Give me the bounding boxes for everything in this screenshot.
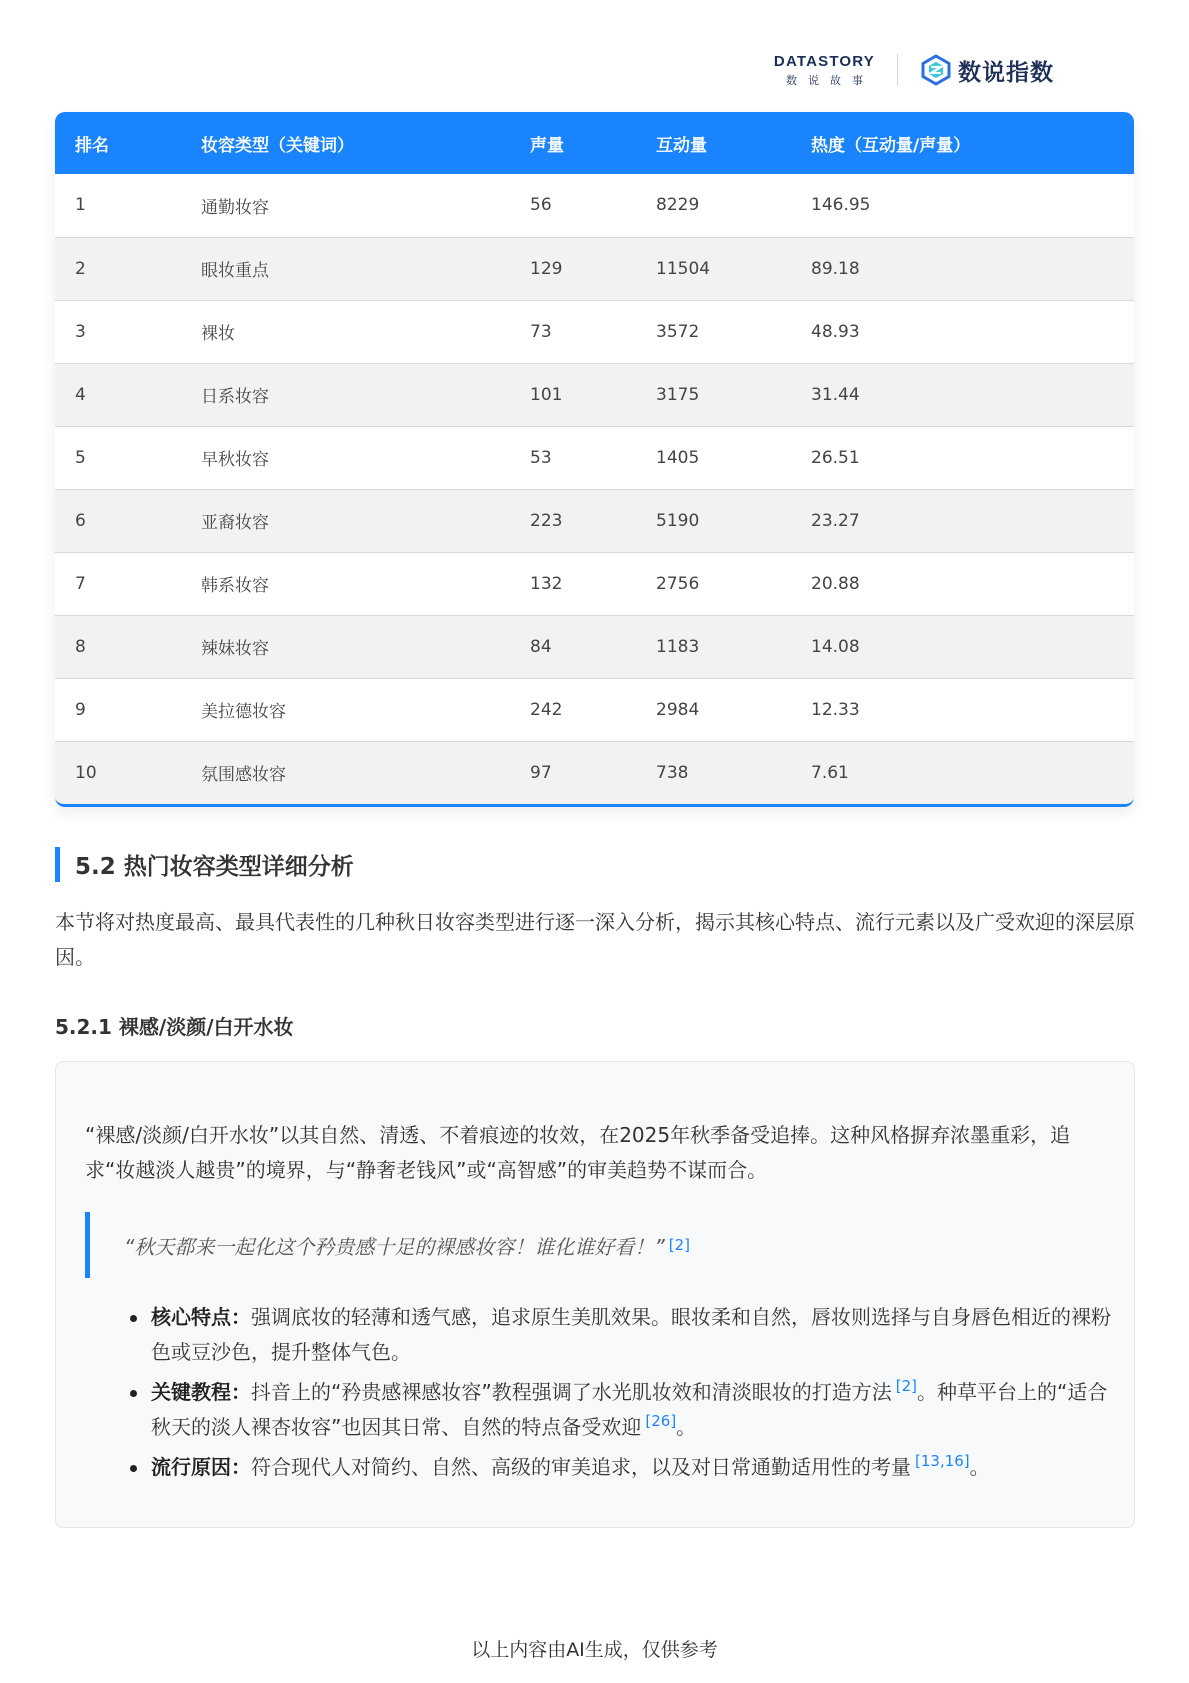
cell-interactions: 1405	[656, 426, 811, 489]
section-accent-bar	[55, 847, 60, 882]
index-logo-icon	[920, 54, 952, 86]
cell-volume: 129	[530, 237, 656, 300]
cell-interactions: 1183	[656, 615, 811, 678]
datastory-wordmark: DATASTORY	[773, 52, 875, 70]
col-header-interactions: 互动量	[656, 135, 707, 156]
list-item-text: 。种草平台上的“适合秋天的淡人裸杏妆容”也因其日常、自然的特点备受欢迎	[151, 1380, 1108, 1439]
col-header-volume: 声量	[530, 135, 564, 156]
index-logo-text: 数说指数	[958, 59, 1054, 86]
col-header-rank: 排名	[75, 135, 109, 156]
cell-rank: 8	[55, 615, 201, 678]
cell-heat: 89.18	[811, 237, 1134, 300]
table-row	[55, 237, 1134, 300]
col-header-type: 妆容类型（关键词）	[201, 135, 354, 156]
table-row	[55, 426, 1134, 489]
cell-volume: 53	[530, 426, 656, 489]
list-item-label: 关键教程：	[151, 1380, 251, 1404]
cell-interactions: 2984	[656, 678, 811, 741]
cell-interactions: 5190	[656, 489, 811, 552]
cell-heat: 146.95	[811, 195, 871, 216]
datastory-logo	[774, 53, 875, 88]
cell-type: 通勤妆容	[201, 197, 269, 218]
cell-heat: 26.51	[811, 426, 1134, 489]
cell-volume: 132	[530, 552, 656, 615]
subsection-title: 5.2.1 裸感/淡颜/白开水妆	[55, 1015, 294, 1039]
key-points-list	[151, 1300, 1111, 1490]
logo-divider	[897, 54, 898, 86]
cell-volume: 101	[530, 363, 656, 426]
datastory-cn-name: 数说故事	[785, 73, 874, 87]
list-item	[151, 1375, 1111, 1445]
citation-link[interactable]: [26]	[645, 1412, 677, 1431]
cell-type: 美拉德妆容	[201, 678, 530, 741]
section-title: 5.2 热门妆容类型详细分析	[75, 854, 354, 880]
cell-rank: 6	[55, 489, 201, 552]
cell-heat: 7.61	[811, 741, 1134, 804]
list-item-text: 符合现代人对简约、自然、高级的审美追求，以及对日常通勤适用性的考量	[251, 1455, 911, 1479]
cell-rank: 7	[55, 552, 201, 615]
list-item	[151, 1300, 1111, 1370]
section-heading	[55, 847, 354, 882]
table-row	[55, 489, 1134, 552]
cell-rank: 3	[55, 300, 201, 363]
cell-volume: 73	[530, 300, 656, 363]
table-row	[55, 678, 1134, 741]
analysis-card	[55, 1061, 1135, 1528]
cell-volume: 84	[530, 615, 656, 678]
list-item-text: 强调底妆的轻薄和透气感，追求原生美肌效果。眼妆柔和自然，唇妆则选择与自身唇色相近的裸粉色或豆沙色，提升整体气色。	[151, 1305, 1111, 1364]
header-logos	[774, 50, 1054, 90]
cell-type: 氛围感妆容	[201, 741, 530, 804]
cell-rank: 10	[55, 741, 201, 804]
shuoshuo-index-logo	[920, 54, 1054, 87]
cell-interactions: 2756	[656, 552, 811, 615]
blockquote: “秋天都来一起化这个矜贵感十足的裸感妆容！谁化谁好看！” [2]	[85, 1212, 1085, 1278]
list-item-tail: 。	[969, 1455, 990, 1479]
cell-volume: 97	[530, 741, 656, 804]
table-row	[55, 174, 1134, 237]
cell-type: 日系妆容	[201, 363, 530, 426]
table-header-row	[55, 112, 1134, 174]
list-item-tail: 。	[676, 1415, 697, 1439]
col-header-heat: 热度（互动量/声量）	[811, 135, 971, 156]
list-item-label: 核心特点：	[151, 1305, 251, 1329]
section-intro: 本节将对热度最高、最具代表性的几种秋日妆容类型进行逐一深入分析，揭示其核心特点、流行元素以及广受欢迎的深层原因。	[55, 910, 1135, 969]
cell-rank: 2	[55, 237, 201, 300]
cell-rank: 5	[55, 426, 201, 489]
cell-interactions: 8229	[656, 195, 700, 216]
citation-link[interactable]: [2]	[895, 1377, 917, 1396]
table-row	[55, 615, 1134, 678]
quote-text: “秋天都来一起化这个矜贵感十足的裸感妆容！谁化谁好看！”	[124, 1234, 665, 1259]
cell-rank: 9	[55, 678, 201, 741]
cell-volume: 242	[530, 678, 656, 741]
list-item-text: 抖音上的“矜贵感裸感妆容”教程强调了水光肌妆效和清淡眼妆的打造方法	[251, 1380, 892, 1404]
cell-interactions: 3175	[656, 363, 811, 426]
makeup-ranking-table	[55, 112, 1134, 807]
cell-heat: 20.88	[811, 552, 1134, 615]
cell-type: 亚裔妆容	[201, 489, 530, 552]
cell-heat: 12.33	[811, 678, 1134, 741]
cell-heat: 48.93	[811, 300, 1134, 363]
list-item-label: 流行原因：	[151, 1455, 251, 1479]
card-paragraph: “裸感/淡颜/白开水妆”以其自然、清透、不着痕迹的妆效，在2025年秋季备受追捧。这种风格摒弃浓墨重彩，追求“妆越淡人越贵”的境界，与“静奢老钱风”或“高智感”的审美趋势不谋而合。	[85, 1123, 1071, 1182]
list-item	[151, 1450, 1111, 1485]
cell-type: 早秋妆容	[201, 426, 530, 489]
cell-rank: 4	[55, 363, 201, 426]
cell-interactions: 11504	[656, 237, 811, 300]
cell-rank: 1	[75, 195, 86, 216]
table-row	[55, 300, 1134, 363]
cell-volume: 223	[530, 489, 656, 552]
cell-type: 眼妆重点	[201, 237, 530, 300]
cell-type: 辣妹妆容	[201, 615, 530, 678]
cell-heat: 31.44	[811, 363, 1134, 426]
cell-type: 韩系妆容	[201, 552, 530, 615]
cell-interactions: 738	[656, 741, 811, 804]
cell-volume: 56	[530, 195, 552, 216]
table-row	[55, 363, 1134, 426]
cell-heat: 23.27	[811, 489, 1134, 552]
ai-disclaimer: 以上内容由AI生成，仅供参考	[471, 1639, 718, 1661]
cell-heat: 14.08	[811, 615, 1134, 678]
table-row	[55, 552, 1134, 615]
cell-type: 裸妆	[201, 300, 530, 363]
cell-interactions: 3572	[656, 300, 811, 363]
citation-link[interactable]: [13,16]	[915, 1452, 970, 1471]
table-row	[55, 741, 1134, 804]
